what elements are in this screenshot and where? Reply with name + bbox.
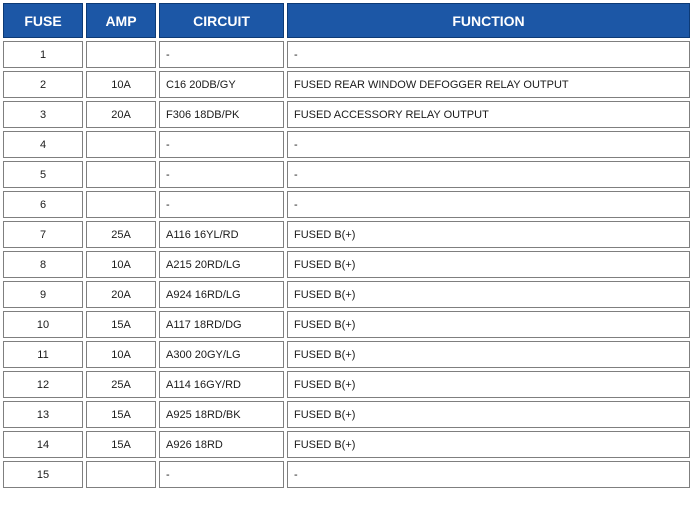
- fuse-cell: 13: [3, 401, 83, 428]
- amp-cell: 15A: [86, 431, 156, 458]
- table-row: [3, 311, 690, 338]
- fuse-cell: 8: [3, 251, 83, 278]
- table-row: [3, 431, 690, 458]
- circuit-cell: A114 16GY/RD: [159, 371, 284, 398]
- fuse-cell: 11: [3, 341, 83, 368]
- function-cell: -: [287, 41, 690, 68]
- function-cell: FUSED B(+): [287, 401, 690, 428]
- fuse-cell: 1: [3, 41, 83, 68]
- amp-cell: 10A: [86, 71, 156, 98]
- function-cell: FUSED REAR WINDOW DEFOGGER RELAY OUTPUT: [287, 71, 690, 98]
- header-circuit: CIRCUIT: [159, 3, 284, 38]
- fuse-cell: 2: [3, 71, 83, 98]
- header-fuse: FUSE: [3, 3, 83, 38]
- circuit-cell: -: [159, 41, 284, 68]
- table-row: [3, 131, 690, 158]
- fuse-cell: 3: [3, 101, 83, 128]
- fuse-cell: 12: [3, 371, 83, 398]
- table-body: [3, 41, 690, 488]
- amp-cell: 15A: [86, 401, 156, 428]
- function-cell: FUSED B(+): [287, 251, 690, 278]
- fuse-cell: 6: [3, 191, 83, 218]
- circuit-cell: -: [159, 461, 284, 488]
- circuit-cell: -: [159, 161, 284, 188]
- circuit-cell: A300 20GY/LG: [159, 341, 284, 368]
- fuse-cell: 7: [3, 221, 83, 248]
- fuse-cell: 14: [3, 431, 83, 458]
- amp-cell: 20A: [86, 281, 156, 308]
- function-cell: -: [287, 161, 690, 188]
- amp-cell: [86, 41, 156, 68]
- amp-cell: 25A: [86, 371, 156, 398]
- table-row: [3, 161, 690, 188]
- function-cell: FUSED B(+): [287, 371, 690, 398]
- function-cell: FUSED ACCESSORY RELAY OUTPUT: [287, 101, 690, 128]
- circuit-cell: -: [159, 191, 284, 218]
- fuse-cell: 10: [3, 311, 83, 338]
- function-cell: -: [287, 191, 690, 218]
- table-row: [3, 461, 690, 488]
- amp-cell: 10A: [86, 341, 156, 368]
- circuit-cell: -: [159, 131, 284, 158]
- header-row: [3, 3, 690, 38]
- circuit-cell: A925 18RD/BK: [159, 401, 284, 428]
- fuse-cell: 5: [3, 161, 83, 188]
- function-cell: FUSED B(+): [287, 221, 690, 248]
- table-row: [3, 41, 690, 68]
- header-amp: AMP: [86, 3, 156, 38]
- fuse-cell: 4: [3, 131, 83, 158]
- circuit-cell: A117 18RD/DG: [159, 311, 284, 338]
- circuit-cell: A924 16RD/LG: [159, 281, 284, 308]
- function-cell: FUSED B(+): [287, 341, 690, 368]
- amp-cell: 15A: [86, 311, 156, 338]
- fuse-cell: 9: [3, 281, 83, 308]
- circuit-cell: A116 16YL/RD: [159, 221, 284, 248]
- table-row: [3, 221, 690, 248]
- amp-cell: [86, 161, 156, 188]
- circuit-cell: A926 18RD: [159, 431, 284, 458]
- table-row: [3, 191, 690, 218]
- circuit-cell: C16 20DB/GY: [159, 71, 284, 98]
- function-cell: -: [287, 461, 690, 488]
- amp-cell: 25A: [86, 221, 156, 248]
- function-cell: -: [287, 131, 690, 158]
- amp-cell: 10A: [86, 251, 156, 278]
- fuse-cell: 15: [3, 461, 83, 488]
- amp-cell: [86, 131, 156, 158]
- amp-cell: [86, 191, 156, 218]
- circuit-cell: F306 18DB/PK: [159, 101, 284, 128]
- circuit-cell: A215 20RD/LG: [159, 251, 284, 278]
- table-row: [3, 71, 690, 98]
- table-row: [3, 401, 690, 428]
- table-row: [3, 341, 690, 368]
- table-row: [3, 251, 690, 278]
- function-cell: FUSED B(+): [287, 281, 690, 308]
- function-cell: FUSED B(+): [287, 311, 690, 338]
- header-function: FUNCTION: [287, 3, 690, 38]
- table-row: [3, 371, 690, 398]
- function-cell: FUSED B(+): [287, 431, 690, 458]
- table-row: [3, 101, 690, 128]
- amp-cell: 20A: [86, 101, 156, 128]
- amp-cell: [86, 461, 156, 488]
- table-row: [3, 281, 690, 308]
